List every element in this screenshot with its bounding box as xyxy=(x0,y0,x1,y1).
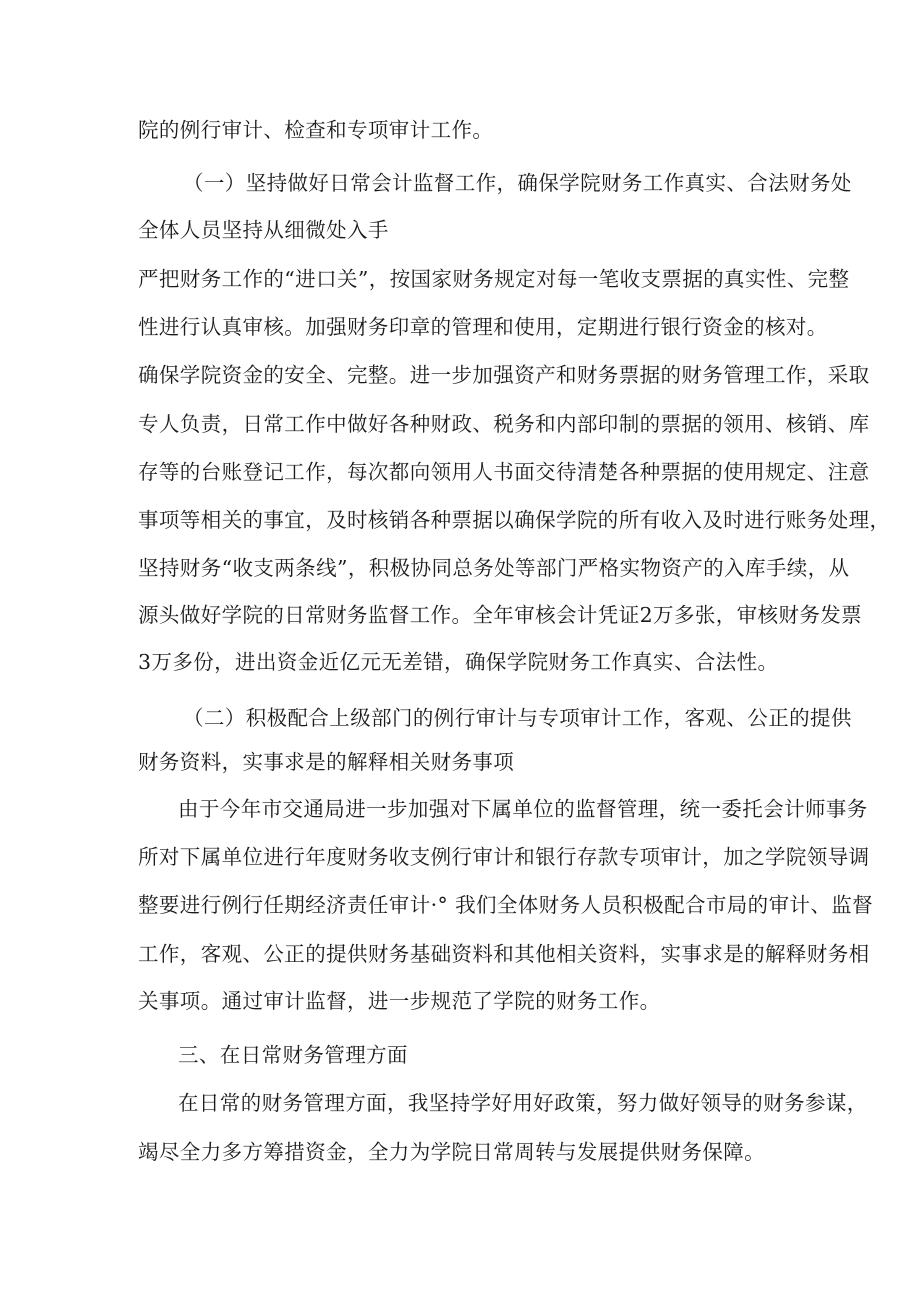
text-line: 严把财务工作的“进口关”，按国家财务规定对每一笔收支票据的真实性、完整 xyxy=(138,267,850,291)
text-line: 工作，客观、公正的提供财务基础资料和其他相关资料，实事求是的解释财务相 xyxy=(138,942,870,966)
text-line: 关事项。通过审计监督，进一步规范了学院的财务工作。 xyxy=(138,989,661,1013)
text-line: 存等的台账登记工作，每次都向领用人书面交待清楚各种票据的使用规定、注意 xyxy=(138,460,870,484)
text-line: 由于今年市交通局进一步加强对下属单位的监督管理，统一委托会计师事务 xyxy=(178,797,868,821)
text-line: 3万多份，进出资金近亿元无差错，确保学院财务工作真实、合法性。 xyxy=(138,650,779,674)
text-line: 全体人员坚持从细微处入手 xyxy=(138,218,389,242)
text-line: 事项等相关的事宜，及时核销各种票据以确保学院的所有收入及时进行账务处理， xyxy=(138,508,891,532)
text-line: 专人负责，日常工作中做好各种财政、税务和内部印制的票据的领用、核销、库 xyxy=(138,412,870,436)
section-heading: 三、在日常财务管理方面 xyxy=(178,1043,408,1067)
text-line: 在日常的财务管理方面，我坚持学好用好政策，努力做好领导的财务参谋， xyxy=(178,1091,868,1115)
text-line: 整要进行例行任期经济责任审计·° 我们全体财务人员积极配合市局的审计、监督 xyxy=(138,893,874,917)
text-line: 性进行认真审核。加强财务印章的管理和使用，定期进行银行资金的核对。 xyxy=(138,315,828,339)
text-line: 确保学院资金的安全、完整。进一步加强资产和财务票据的财务管理工作，采取 xyxy=(138,363,870,387)
text-line: （一）坚持做好日常会计监督工作，确保学院财务工作真实、合法财务处 xyxy=(183,171,852,195)
text-line: 坚持财务“收支两条线”，积极协同总务处等部门严格实物资产的入库手续，从 xyxy=(138,556,850,580)
text-line: 院的例行审计、检查和专项审计工作。 xyxy=(138,118,494,142)
text-line: 竭尽全力多方筹措资金，全力为学院日常周转与发展提供财务保障。 xyxy=(138,1140,765,1164)
text-line: 所对下属单位进行年度财务收支例行审计和银行存款专项审计，加之学院领导调 xyxy=(138,845,870,869)
text-line: 财务资料，实事求是的解释相关财务事项 xyxy=(138,750,515,774)
text-line: 源头做好学院的日常财务监督工作。全年审核会计凭证2万多张，审核财务发票 xyxy=(138,603,863,627)
text-line: （二）积极配合上级部门的例行审计与专项审计工作，客观、公正的提供 xyxy=(183,706,852,730)
